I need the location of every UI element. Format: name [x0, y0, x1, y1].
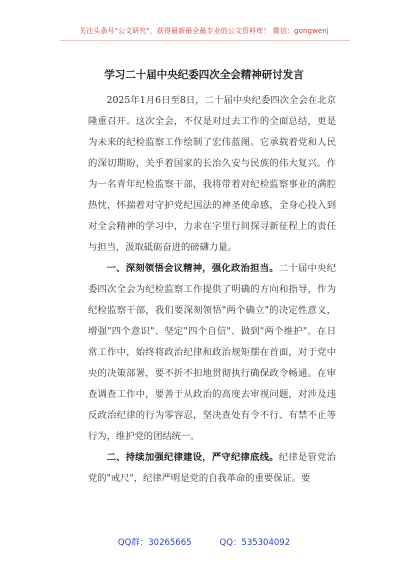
document-body: [88, 90, 336, 489]
footer-qq-group: QQ群：30265665: [117, 538, 192, 548]
intro-paragraph: 2025年1月6日至8日，二十届中央纪委四次全会在北京隆重召开。这次全会，不仅是对过去工作的全面总结，更是为未来的纪检监察工作绘制了宏伟蓝图。它承载着党和人民的深切期盼，关乎着国家的长治久安与民族的伟大复兴。作为一名青年纪检监察干部，我将带着对纪检监察事业的满腔热忱，怀揣着对守护党纪国法的神圣使命感，全身心投入到对全会精神的学习中，力求在字里行间探寻新征程上的责任与担当，汲取砥砺奋进的磅礴力量。: [88, 95, 336, 253]
section-1-paragraph: [88, 258, 336, 447]
footer-qq-number: QQ：535304092: [219, 538, 291, 548]
section-2-text: 纪律是管党治党的"戒尺"，纪律严明是党的自我革命的重要保证。要: [88, 452, 336, 484]
section-1-text: 二十届中央纪委四次全会为纪检监察工作提供了明确的方向和指导，作为纪检监察干部，我们要深刻领悟"两个确立"的决定性意义，增强"四个意识"、坚定"四个自信"、做到"两个维护"。在日常工作中，始终将政治纪律和政治规矩摆在首面，对于党中央的决策部署，要不折不扣地贯彻执行确保政令畅通。在审查调查工作中，要善于从政治的高度去审视问题，对涉及违反政治纪律的行为零容忍，坚决查处有令不行、有禁不止等行为，维护党的团结统一。: [88, 263, 336, 442]
header-divider: [60, 40, 350, 41]
header-banner: 关注头条号"公文研究"，获得最新最全最专业的公文资料库！ 微信：gongwenj: [79, 27, 329, 35]
section-2-heading: 二、持续加强纪律建设，严守纪律底线。: [106, 452, 279, 463]
section-2-paragraph: [88, 447, 336, 489]
document-title: 学习二十届中央纪委四次全会精神研讨发言: [104, 69, 304, 81]
section-1-heading: 一、深刻领悟会议精神，强化政治担当。: [106, 263, 279, 274]
footer-contact: [0, 536, 408, 548]
